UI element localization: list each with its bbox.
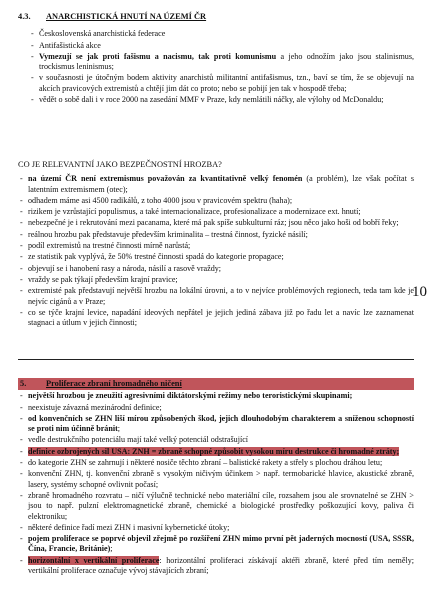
list-item: - do kategorie ZHN se zahrnují i některé nosiče těchto zbraní – balistické rakety a střely s plochou dráhou letu; bbox=[18, 458, 414, 468]
section-wmd-proliferation bbox=[18, 378, 414, 577]
list-item: - Československá anarchistická federace bbox=[29, 29, 414, 39]
bold-text: Vymezují se jak proti fašismu a nacismu, tak proti komunismu bbox=[39, 51, 277, 61]
list-item: - nebezpečné je i rekrutování mezi pacanama, které má pak spíše subkulturní ráz; jsou něco jako hoši od bobří řeky; bbox=[18, 218, 414, 228]
highlighted-definition: definice ozbrojených sil USA: ZNH = zbraně schopné způsobit vysokou míru destrukce či hromadné ztráty; bbox=[28, 446, 400, 456]
list-item bbox=[18, 556, 414, 577]
section-heading bbox=[18, 378, 414, 390]
section-subheading: CO JE RELEVANTNÍ JAKO BEZPEČNOSTNÍ HROZBA? bbox=[18, 160, 222, 169]
bullet-list bbox=[29, 29, 414, 105]
list-item: - co se týče krajní levice, napadání ideových nepřátel je jejich jediná zábava již po řadu let a navíc lze zaznamenat stagnaci a útlum v jejich činnosti; bbox=[18, 308, 414, 329]
list-item: - některé definice řadí mezi ZHN i masivní kybernetické útoky; bbox=[18, 523, 414, 533]
page-number: 10 bbox=[412, 284, 427, 300]
list-item bbox=[29, 52, 414, 73]
list-item bbox=[18, 391, 414, 401]
section-title: ANARCHISTICKÁ HNUTÍ NA ÚZEMÍ ČR bbox=[46, 12, 207, 21]
list-item bbox=[18, 534, 414, 555]
list-item: - vedle destrukčního potenciálu mají také velký potenciál odstrašující bbox=[18, 435, 414, 445]
bold-text: od konvenčních se ZHN liší mírou způsobených škod, jejich dlouhodobým charakterem a sníženou schopností se proti nim účinně bránit bbox=[28, 413, 414, 434]
plain-text: : horizontální proliferaci získávají aktéři zbraně, které před tím neměly; vertikální proliferace označuje vývoj stávajících zbraní; bbox=[28, 555, 414, 576]
list-item: - podíl extremistů na trestné činnosti mírně narůstá; bbox=[18, 241, 414, 251]
plain-text: (a problém), lze však počítat s latentním extremismem (otec); bbox=[28, 174, 414, 194]
plain-text: a jeho odnožím jako jsou stalinismus, trockismus leninismus; bbox=[39, 51, 414, 72]
list-item: - v současnosti je útočným bodem aktivity anarchistů militantní antifašismus, tzn., baví se tím, že se objevují na akcích pravicových extremistů a chtějí jim dát co proto; nebo se pobijí jen tak v hospodě třeba; bbox=[29, 73, 414, 94]
list-item: - extremisté pak představují největší hrozbu na lokální úrovni, a to v nejvíce problémových regionech, teda tam kde je nejvíc cigánů a v Praze; bbox=[18, 286, 414, 307]
list-item bbox=[18, 447, 414, 457]
plain-text: ; bbox=[110, 544, 113, 554]
bold-text: pojem proliferace se poprvé objevil zřejmě po rozšíření ZHN mimo první pět jaderných mocností (USA, SSSR, Čína, Francie, Británie) bbox=[28, 534, 414, 554]
section-security-threat bbox=[18, 160, 414, 329]
section-number: 5. bbox=[20, 379, 27, 388]
page-divider bbox=[18, 359, 414, 360]
list-item: - ze statistik pak vyplývá, že 50% trestné činnosti spadá do kategorie propagace; bbox=[18, 252, 414, 262]
section-anarchist-movements bbox=[18, 12, 414, 106]
list-item: - vraždy se pak týkají především krajní pravice; bbox=[18, 275, 414, 285]
list-item bbox=[18, 174, 414, 195]
list-item: - reálnou hrozbu pak představuje především kriminalita – trestná činnost, fyzické násilí; bbox=[18, 230, 414, 240]
list-item: - neexistuje závazná mezinárodní definice; bbox=[18, 403, 414, 413]
list-item bbox=[18, 414, 414, 435]
plain-text: ; bbox=[117, 424, 121, 434]
bullet-list bbox=[18, 391, 414, 576]
section-title: Proliferace zbraní hromadného ničení bbox=[46, 379, 182, 388]
section-heading bbox=[18, 12, 414, 22]
highlighted-term: horizontální x vertikální proliferace bbox=[28, 555, 160, 565]
list-item: - vědět o sobě dali i v roce 2000 na zasedání MMF v Praze, kdy nemlátili náčky, ale výlohy od McDonaldu; bbox=[29, 95, 414, 105]
list-item: - zbraně hromadného rozvratu – ničí výlučně technické nebo materiální cíle, rozsahem jsou ale srovnatelné se ZHN > jsou to např. pulzní elektromagnetické zbraně, chemické a biologické prostředky poškozující kovy, paliva či elektroniku; bbox=[18, 491, 414, 522]
bold-text: největší hrozbou je zneužití agresivními diktátorskými režimy nebo teroristickými skupinami; bbox=[28, 391, 353, 401]
bullet-list bbox=[18, 174, 414, 328]
list-item: - odhadem máme asi 4500 radikálů, z toho 4000 jsou v pravicovém spektru (haha); bbox=[18, 196, 414, 206]
list-item: - rizikem je vzrůstající populismus, a také internacionalizace, profesionalizace a modernizace ext. hnutí; bbox=[18, 207, 414, 217]
list-item: - konvenční ZHN, tj. konvenční zbraně s vysokým ničivým účinkem > např. termobarické hlavice, akustické zbraně, lasery, systémy schopné ovlivnit počasí; bbox=[18, 469, 414, 490]
section-number: 4.3. bbox=[18, 12, 31, 21]
list-item: - objevují se i hanobení rasy a národa, násilí a rasově vraždy; bbox=[18, 264, 414, 274]
list-item: - Antifašistická akce bbox=[29, 41, 414, 51]
bold-text: na území ČR není extremismus považován za kvantitativně velký fenomén bbox=[28, 174, 303, 184]
